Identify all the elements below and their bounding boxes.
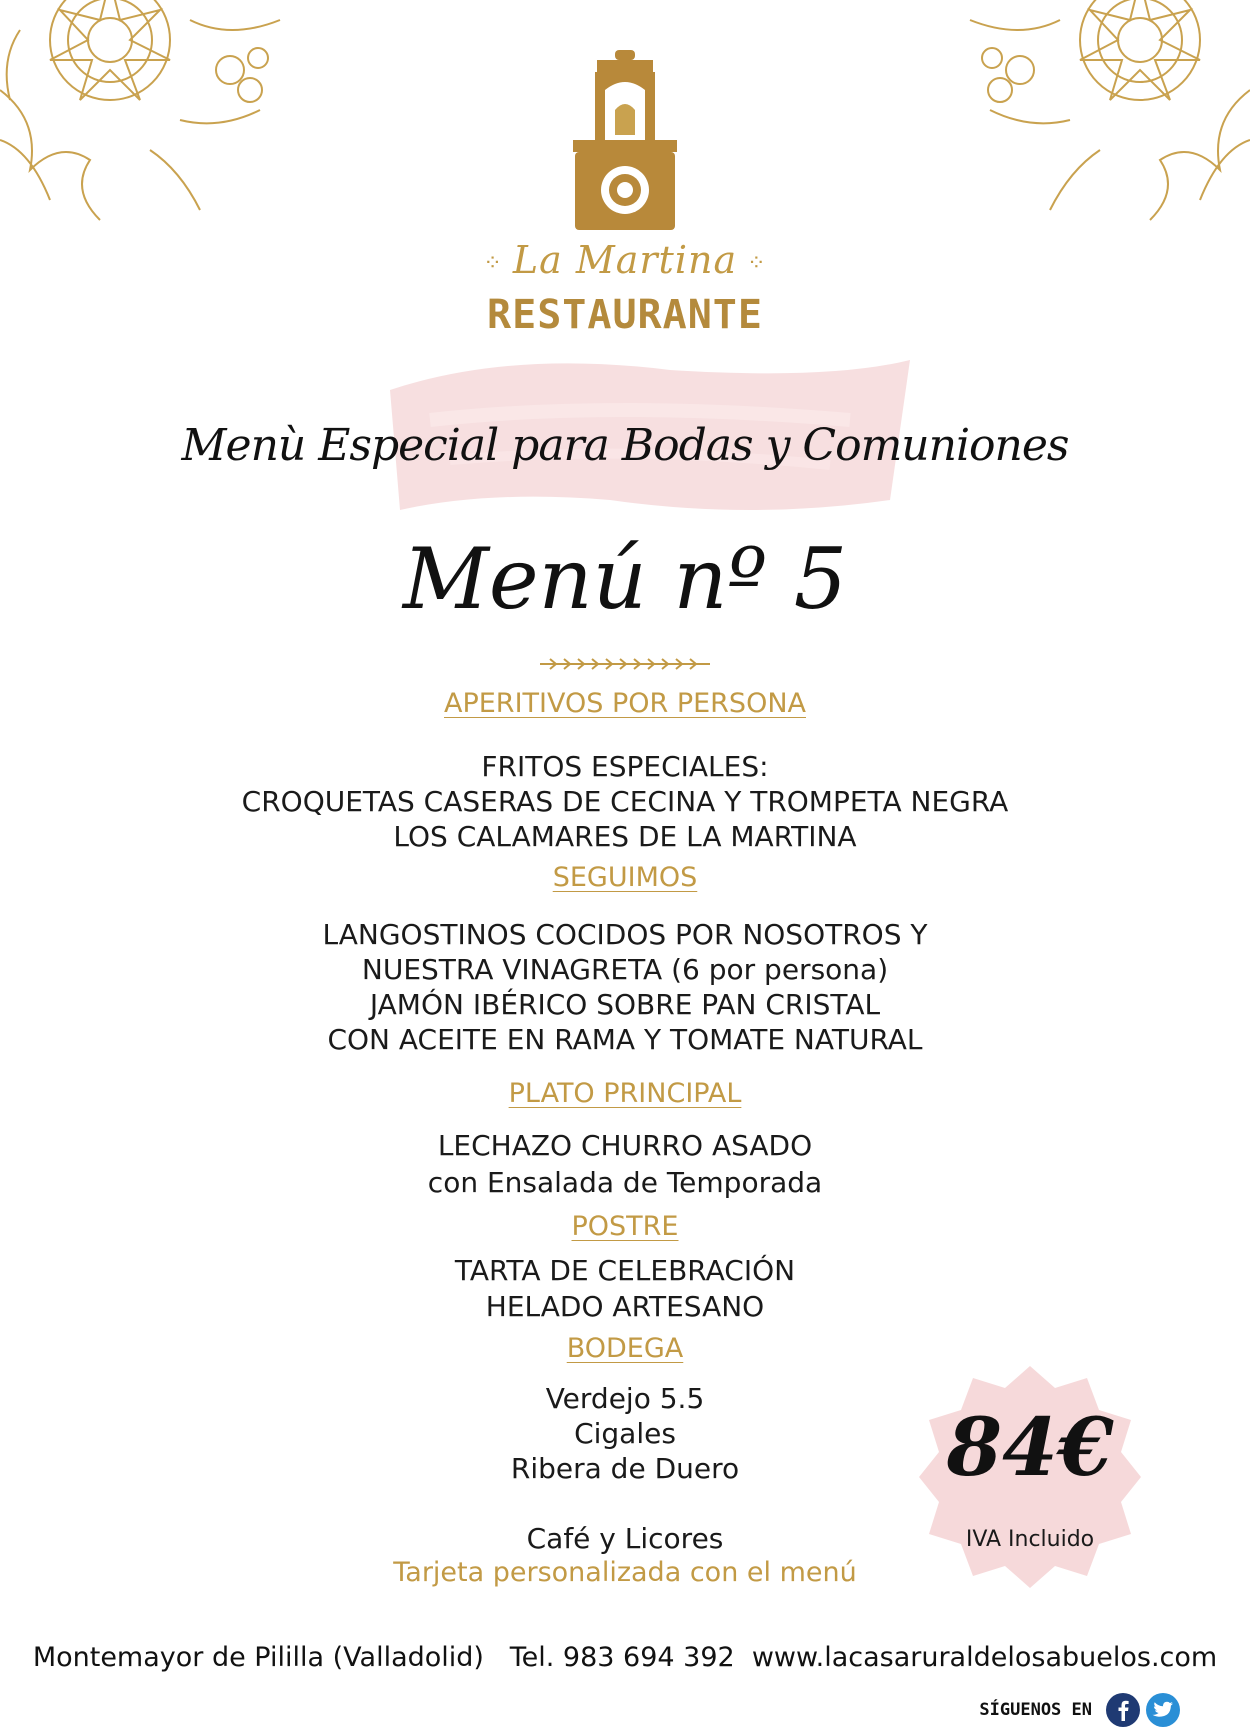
menu-item: LOS CALAMARES DE LA MARTINA [393,820,857,853]
menu-subtitle: Menù Especial para Bodas y Comuniones [181,420,1069,471]
social-links [979,1693,1180,1727]
arrow-divider-icon [540,657,710,671]
restaurant-logo-icon [545,50,705,230]
menu-item: LANGOSTINOS COCIDOS POR NOSOTROS Y [322,918,928,951]
section-heading-seguimos: SEGUIMOS [552,862,698,893]
brand-name-script [0,238,1250,282]
menu-title: Menú nº 5 [402,530,848,628]
menu-item: JAMÓN IBÉRICO SOBRE PAN CRISTAL [369,988,881,1021]
menu-item: CROQUETAS CASERAS DE CECINA Y TROMPETA NEGRA [241,785,1009,818]
menu-item: Ribera de Duero [510,1452,740,1485]
facebook-icon[interactable] [1106,1693,1140,1727]
section-heading-plato-principal: PLATO PRINCIPAL [508,1078,742,1109]
footer-contact [0,1642,1250,1673]
footer-website[interactable]: www.lacasaruraldelosabuelos.com [751,1642,1218,1673]
menu-item: Cigales [574,1417,676,1450]
menu-item: CON ACEITE EN RAMA Y TOMATE NATURAL [327,1023,923,1056]
menu-item: FRITOS ESPECIALES: [481,750,769,783]
menu-item: NUESTRA VINAGRETA (6 por persona) [361,953,889,986]
social-label: SÍGUENOS EN [979,1700,1092,1720]
brand-subtitle: RESTAURANTE [487,292,763,338]
price-note: IVA Incluido [965,1527,1095,1552]
floral-decoration-left [0,0,320,230]
footer-phone: Tel. 983 694 392 [509,1642,735,1673]
ornament-icon: ⁘ [483,251,503,276]
coffee-line: Café y Licores [526,1522,724,1555]
ornament-icon: ⁘ [747,251,767,276]
menu-item: con Ensalada de Temporada [427,1166,823,1199]
twitter-icon[interactable] [1146,1693,1180,1727]
section-heading-postre: POSTRE [571,1211,679,1242]
brand-name-text: La Martina [512,238,738,282]
price-amount: 84€ [946,1400,1114,1494]
section-heading-aperitivos: APERITIVOS POR PERSONA [444,688,806,719]
footer-address: Montemayor de Pililla (Valladolid) [32,1642,484,1673]
menu-item: Verdejo 5.5 [545,1382,705,1415]
menu-item: LECHAZO CHURRO ASADO [437,1129,813,1162]
floral-decoration-right [930,0,1250,230]
menu-item: HELADO ARTESANO [485,1290,765,1323]
menu-item: TARTA DE CELEBRACIÓN [454,1254,796,1287]
section-heading-bodega: BODEGA [566,1333,684,1364]
card-note: Tarjeta personalizada con el menú [393,1557,857,1588]
